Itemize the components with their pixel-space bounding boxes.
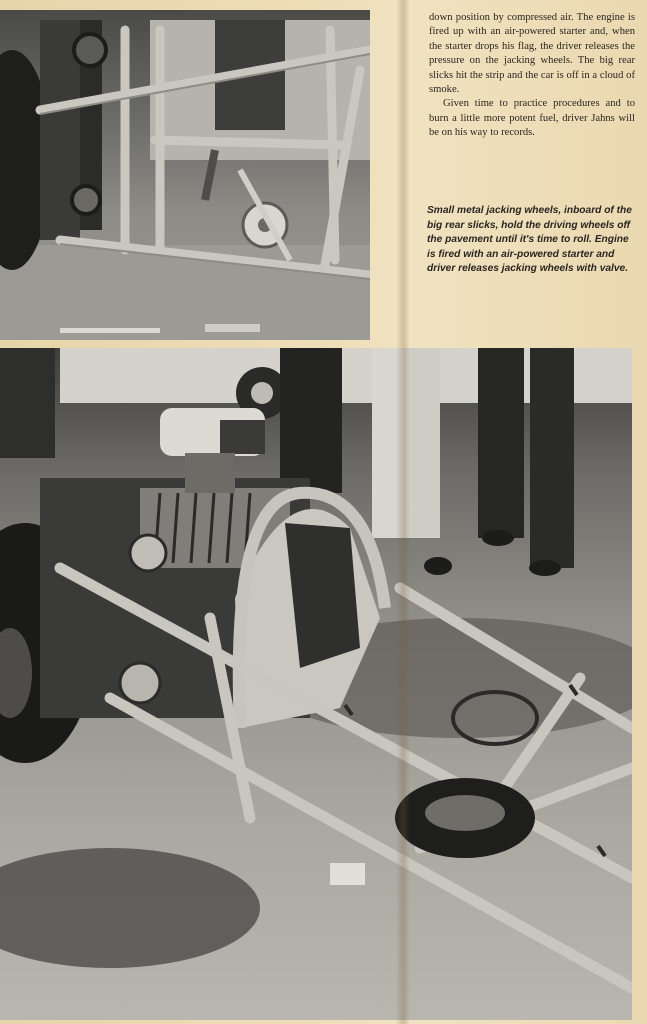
page-gutter	[396, 0, 410, 1024]
article-body	[429, 11, 635, 141]
body-paragraph-1: down position by compressed air. The engine is fired up with an air-powered starter and, when the starter drops his flag, the driver releases the pressure on the jacking wheels. The big rear slicks hit the strip and the car is off in a cloud of smoke.	[429, 12, 635, 96]
photo-dragster-engine	[0, 348, 632, 1020]
photo-jacking-wheels-image	[0, 10, 370, 340]
photo-jacking-wheels	[0, 10, 370, 340]
photo-caption: Small metal jacking wheels, inboard of the big rear slicks, hold the driving wheels off the pavement until it's time to roll. Engine is fired with an air-powered starter and driver releases jacking wheels with valve.	[427, 205, 632, 275]
body-paragraph-2: Given time to practice procedures and to burn a little more potent fuel, driver Jahns will be on his way to records.	[429, 98, 635, 139]
photo-dragster-engine-image	[0, 348, 632, 1020]
